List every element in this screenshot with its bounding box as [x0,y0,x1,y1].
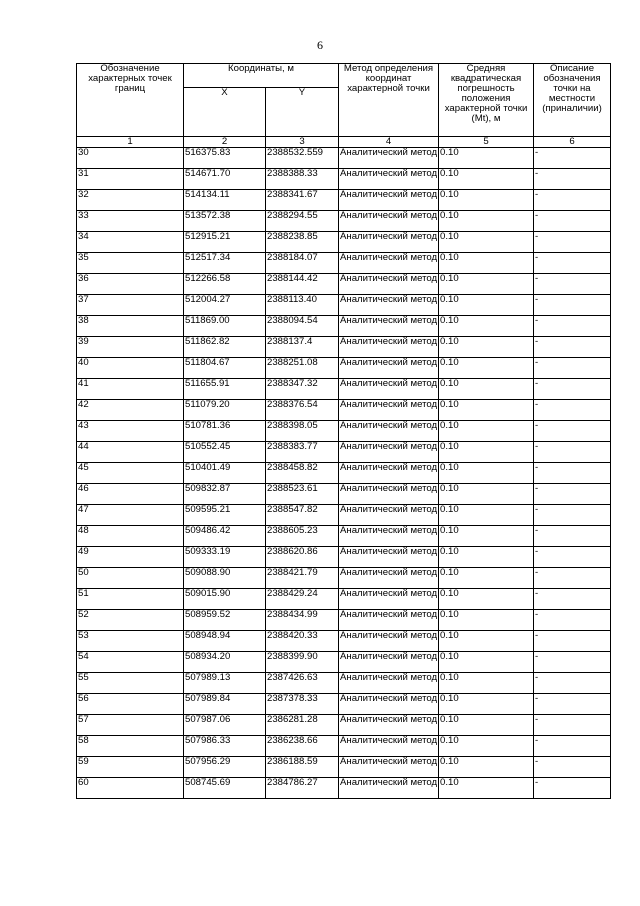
x-coordinate-cell: 509486.42 [184,526,266,547]
description-cell: - [534,484,611,505]
method-cell: Аналитический метод [339,547,439,568]
description-cell: - [534,316,611,337]
table-row [77,715,611,736]
x-coordinate-cell: 507987.06 [184,715,266,736]
table-row [77,757,611,778]
method-cell: Аналитический метод [339,715,439,736]
y-coordinate-cell: 2388388.33 [266,169,339,190]
table-row [77,736,611,757]
description-cell: - [534,169,611,190]
y-coordinate-cell: 2388184.07 [266,253,339,274]
table-row [77,526,611,547]
point-id-cell: 39 [77,337,184,358]
x-coordinate-cell: 511804.67 [184,358,266,379]
method-cell: Аналитический метод [339,379,439,400]
description-cell: - [534,505,611,526]
description-cell: - [534,211,611,232]
x-coordinate-cell: 509333.19 [184,547,266,568]
accuracy-cell: 0.10 [439,442,534,463]
table-row [77,253,611,274]
method-cell: Аналитический метод [339,505,439,526]
point-id-cell: 55 [77,673,184,694]
x-coordinate-cell: 510401.49 [184,463,266,484]
accuracy-cell: 0.10 [439,547,534,568]
description-cell: - [534,442,611,463]
y-coordinate-cell: 2388547.82 [266,505,339,526]
x-coordinate-cell: 508745.69 [184,778,266,799]
y-coordinate-cell: 2388399.90 [266,652,339,673]
description-cell: - [534,379,611,400]
header-x: X [184,88,266,137]
y-coordinate-cell: 2388620.86 [266,547,339,568]
table-row [77,316,611,337]
point-id-cell: 30 [77,148,184,169]
accuracy-cell: 0.10 [439,589,534,610]
description-cell: - [534,190,611,211]
x-coordinate-cell: 509595.21 [184,505,266,526]
coordinates-table [76,63,611,799]
y-coordinate-cell: 2388294.55 [266,211,339,232]
table-row [77,379,611,400]
accuracy-cell: 0.10 [439,757,534,778]
accuracy-cell: 0.10 [439,652,534,673]
table-row [77,673,611,694]
table-row [77,505,611,526]
point-id-cell: 37 [77,295,184,316]
point-id-cell: 59 [77,757,184,778]
table-row [77,421,611,442]
description-cell: - [534,400,611,421]
accuracy-cell: 0.10 [439,316,534,337]
accuracy-cell: 0.10 [439,526,534,547]
y-coordinate-cell: 2386281.28 [266,715,339,736]
accuracy-cell: 0.10 [439,736,534,757]
x-coordinate-cell: 514671.70 [184,169,266,190]
accuracy-cell: 0.10 [439,400,534,421]
method-cell: Аналитический метод [339,778,439,799]
point-id-cell: 50 [77,568,184,589]
method-cell: Аналитический метод [339,694,439,715]
method-cell: Аналитический метод [339,442,439,463]
column-number: 5 [439,137,534,148]
table-header [77,64,611,148]
point-id-cell: 60 [77,778,184,799]
accuracy-cell: 0.10 [439,274,534,295]
table-row [77,211,611,232]
y-coordinate-cell: 2388429.24 [266,589,339,610]
description-cell: - [534,694,611,715]
point-id-cell: 33 [77,211,184,232]
x-coordinate-cell: 510552.45 [184,442,266,463]
point-id-cell: 47 [77,505,184,526]
table-row [77,337,611,358]
table-row [77,442,611,463]
method-cell: Аналитический метод [339,736,439,757]
method-cell: Аналитический метод [339,484,439,505]
y-coordinate-cell: 2388605.23 [266,526,339,547]
point-id-cell: 42 [77,400,184,421]
x-coordinate-cell: 512004.27 [184,295,266,316]
x-coordinate-cell: 516375.83 [184,148,266,169]
point-id-cell: 34 [77,232,184,253]
header-accuracy: Средняя квадратическая погрешность положения характерной точки (Mt), м [439,64,534,137]
y-coordinate-cell: 2388341.67 [266,190,339,211]
y-coordinate-cell: 2388398.05 [266,421,339,442]
y-coordinate-cell: 2388420.33 [266,631,339,652]
accuracy-cell: 0.10 [439,358,534,379]
description-cell: - [534,652,611,673]
point-id-cell: 31 [77,169,184,190]
accuracy-cell: 0.10 [439,295,534,316]
method-cell: Аналитический метод [339,463,439,484]
page-number: 6 [317,38,323,52]
method-cell: Аналитический метод [339,337,439,358]
accuracy-cell: 0.10 [439,778,534,799]
method-cell: Аналитический метод [339,526,439,547]
accuracy-cell: 0.10 [439,190,534,211]
y-coordinate-cell: 2387378.33 [266,694,339,715]
table-row [77,568,611,589]
method-cell: Аналитический метод [339,568,439,589]
point-id-cell: 51 [77,589,184,610]
accuracy-cell: 0.10 [439,463,534,484]
description-cell: - [534,526,611,547]
x-coordinate-cell: 512266.58 [184,274,266,295]
method-cell: Аналитический метод [339,274,439,295]
method-cell: Аналитический метод [339,631,439,652]
description-cell: - [534,736,611,757]
y-coordinate-cell: 2384786.27 [266,778,339,799]
y-coordinate-cell: 2388421.79 [266,568,339,589]
column-number: 4 [339,137,439,148]
x-coordinate-cell: 513572.38 [184,211,266,232]
point-id-cell: 45 [77,463,184,484]
accuracy-cell: 0.10 [439,421,534,442]
accuracy-cell: 0.10 [439,337,534,358]
table-row [77,610,611,631]
method-cell: Аналитический метод [339,316,439,337]
accuracy-cell: 0.10 [439,169,534,190]
description-cell: - [534,253,611,274]
table-row [77,358,611,379]
description-cell: - [534,148,611,169]
table-row [77,631,611,652]
table-row [77,484,611,505]
x-coordinate-cell: 511862.82 [184,337,266,358]
x-coordinate-cell: 508948.94 [184,631,266,652]
x-coordinate-cell: 512915.21 [184,232,266,253]
description-cell: - [534,778,611,799]
column-number: 1 [77,137,184,148]
x-coordinate-cell: 514134.11 [184,190,266,211]
y-coordinate-cell: 2388376.54 [266,400,339,421]
point-id-cell: 56 [77,694,184,715]
table-row [77,232,611,253]
description-cell: - [534,757,611,778]
point-id-cell: 49 [77,547,184,568]
table-row [77,190,611,211]
description-cell: - [534,232,611,253]
y-coordinate-cell: 2388383.77 [266,442,339,463]
y-coordinate-cell: 2388238.85 [266,232,339,253]
point-id-cell: 53 [77,631,184,652]
table-row [77,463,611,484]
header-method: Метод определения координат характерной точки [339,64,439,137]
accuracy-cell: 0.10 [439,253,534,274]
y-coordinate-cell: 2388458.82 [266,463,339,484]
method-cell: Аналитический метод [339,211,439,232]
description-cell: - [534,673,611,694]
description-cell: - [534,610,611,631]
method-cell: Аналитический метод [339,589,439,610]
accuracy-cell: 0.10 [439,232,534,253]
point-id-cell: 57 [77,715,184,736]
y-coordinate-cell: 2388434.99 [266,610,339,631]
header-coordinates: Координаты, м [184,64,339,88]
x-coordinate-cell: 509088.90 [184,568,266,589]
description-cell: - [534,715,611,736]
y-coordinate-cell: 2388347.32 [266,379,339,400]
description-cell: - [534,568,611,589]
description-cell: - [534,274,611,295]
y-coordinate-cell: 2388523.61 [266,484,339,505]
y-coordinate-cell: 2388251.08 [266,358,339,379]
accuracy-cell: 0.10 [439,715,534,736]
description-cell: - [534,631,611,652]
accuracy-cell: 0.10 [439,694,534,715]
method-cell: Аналитический метод [339,421,439,442]
x-coordinate-cell: 507989.84 [184,694,266,715]
accuracy-cell: 0.10 [439,148,534,169]
column-number: 2 [184,137,266,148]
point-id-cell: 32 [77,190,184,211]
table-row [77,148,611,169]
point-id-cell: 38 [77,316,184,337]
header-description: Описание обозначения точки на местности (приналичии) [534,64,611,137]
method-cell: Аналитический метод [339,295,439,316]
x-coordinate-cell: 508959.52 [184,610,266,631]
x-coordinate-cell: 509015.90 [184,589,266,610]
table-row [77,652,611,673]
point-id-cell: 40 [77,358,184,379]
x-coordinate-cell: 509832.87 [184,484,266,505]
method-cell: Аналитический метод [339,190,439,211]
x-coordinate-cell: 510781.36 [184,421,266,442]
point-id-cell: 48 [77,526,184,547]
accuracy-cell: 0.10 [439,505,534,526]
method-cell: Аналитический метод [339,652,439,673]
table-row [77,694,611,715]
table-body [77,148,611,799]
accuracy-cell: 0.10 [439,484,534,505]
method-cell: Аналитический метод [339,232,439,253]
table-row [77,169,611,190]
header-column-numbers [77,137,611,148]
point-id-cell: 35 [77,253,184,274]
table-row [77,778,611,799]
y-coordinate-cell: 2388094.54 [266,316,339,337]
description-cell: - [534,337,611,358]
y-coordinate-cell: 2388113.40 [266,295,339,316]
accuracy-cell: 0.10 [439,631,534,652]
y-coordinate-cell: 2387426.63 [266,673,339,694]
point-id-cell: 36 [77,274,184,295]
x-coordinate-cell: 507989.13 [184,673,266,694]
table-row [77,547,611,568]
column-number: 6 [534,137,611,148]
point-id-cell: 54 [77,652,184,673]
table-row [77,400,611,421]
method-cell: Аналитический метод [339,610,439,631]
method-cell: Аналитический метод [339,253,439,274]
x-coordinate-cell: 512517.34 [184,253,266,274]
header-point-designation: Обозначение характерных точек границ [77,64,184,137]
y-coordinate-cell: 2388532.559 [266,148,339,169]
description-cell: - [534,358,611,379]
accuracy-cell: 0.10 [439,610,534,631]
point-id-cell: 41 [77,379,184,400]
method-cell: Аналитический метод [339,358,439,379]
point-id-cell: 58 [77,736,184,757]
method-cell: Аналитический метод [339,148,439,169]
x-coordinate-cell: 507956.29 [184,757,266,778]
point-id-cell: 52 [77,610,184,631]
accuracy-cell: 0.10 [439,673,534,694]
accuracy-cell: 0.10 [439,211,534,232]
point-id-cell: 46 [77,484,184,505]
description-cell: - [534,589,611,610]
table-row [77,295,611,316]
accuracy-cell: 0.10 [439,379,534,400]
x-coordinate-cell: 511655.91 [184,379,266,400]
method-cell: Аналитический метод [339,673,439,694]
y-coordinate-cell: 2388144.42 [266,274,339,295]
method-cell: Аналитический метод [339,757,439,778]
method-cell: Аналитический метод [339,169,439,190]
point-id-cell: 44 [77,442,184,463]
description-cell: - [534,463,611,484]
description-cell: - [534,547,611,568]
header-y: Y [266,88,339,137]
description-cell: - [534,421,611,442]
x-coordinate-cell: 511079.20 [184,400,266,421]
y-coordinate-cell: 2388137.4 [266,337,339,358]
point-id-cell: 43 [77,421,184,442]
y-coordinate-cell: 2386238.66 [266,736,339,757]
description-cell: - [534,295,611,316]
x-coordinate-cell: 511869.00 [184,316,266,337]
table-row [77,589,611,610]
y-coordinate-cell: 2386188.59 [266,757,339,778]
x-coordinate-cell: 507986.33 [184,736,266,757]
accuracy-cell: 0.10 [439,568,534,589]
x-coordinate-cell: 508934.20 [184,652,266,673]
column-number: 3 [266,137,339,148]
table-row [77,274,611,295]
method-cell: Аналитический метод [339,400,439,421]
